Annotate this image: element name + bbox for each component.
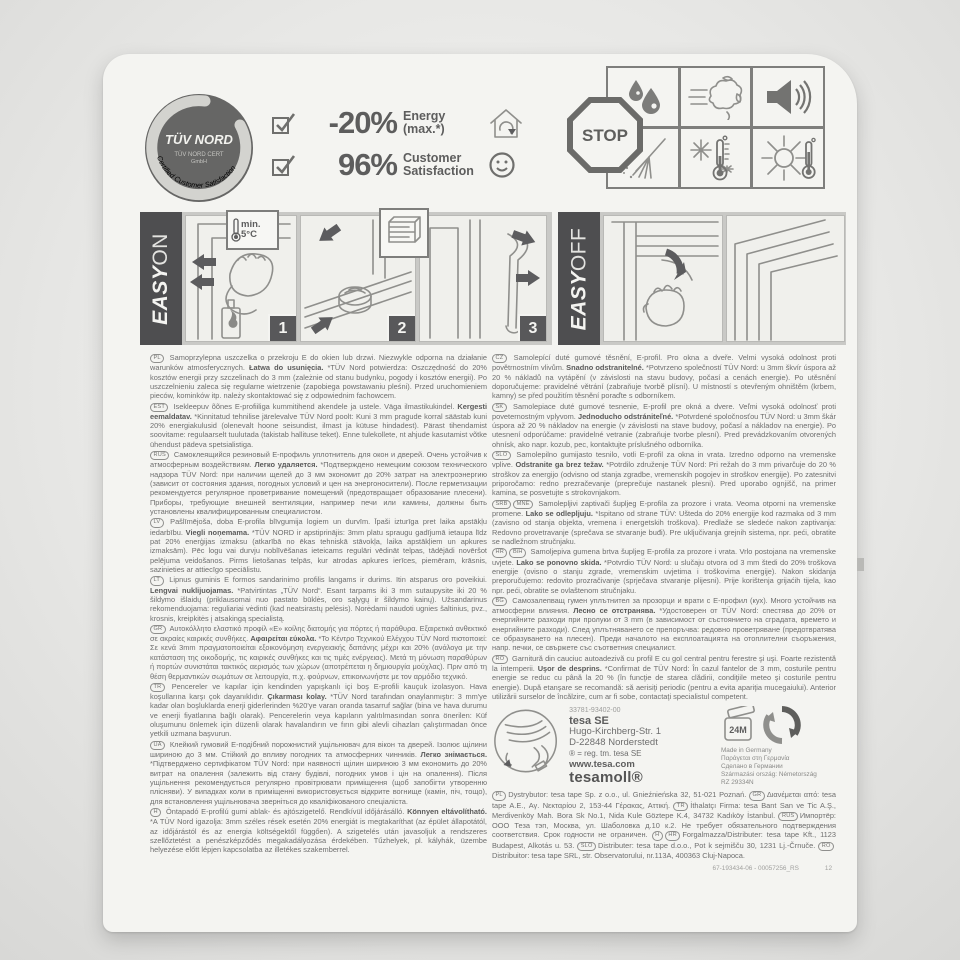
language-paragraph-H: H Öntapadó E-profilú gumi ablak- és ajtószigetelő. Rendkívül időjárásálló. Könnyen eltávolítható. *A TÜV Nord igazolja: 3mm széles rések esetén 20% energiát is megtakaríthat (az épület állapotától, az időjárástól és az energia költségektől függően). A szigetelés után javasoljuk a rendszeres szellőztetést a penészképződés megakadályozása érdekében. Tűzhelyek, pl. kályhák, üzembe helyezése előtt lépjen kapcsolatba az illetékes szakemberrel. bbox=[150, 807, 487, 855]
compliance-icons bbox=[721, 706, 836, 786]
language-paragraph-SLO: SLO Samolepilno gumijasto tesnilo, votli E-profil za okna in vrata. Izredno odporno na vremenske vplive. Odstranite ga brez težav. *Potrdilo združenje TÜV Nord: Pri režah do 3 mm privarčuje do 20 % stroškov za energijo (odvisno od stanja zgradbe, vremenskih pogojev in stroškov energije). Po zatesnitvi priporočamo: redno prezračevanje (preprečuje nastanek plesni). Pred uporabo ognjišč, na primer kamina, se posvetujte s strokovnjakom. bbox=[492, 450, 836, 498]
company-name: tesa SE bbox=[569, 714, 609, 727]
distributor-text-segment: Distribuitor: tesa tape SRL, str. Observatorului, nr.113A, 400363 Cluj-Napoca. bbox=[492, 850, 745, 860]
lang-code-LT: LT bbox=[150, 576, 164, 585]
article-number: 33781-93402-00 bbox=[569, 707, 621, 715]
e-profile-cross-section bbox=[379, 208, 429, 258]
made-in-line: Сделано в Германии bbox=[720, 762, 783, 770]
lang-code-GR: GR bbox=[749, 791, 765, 800]
language-paragraph-LV: LV Pašlīmējoša, doba E-profila blīvgumija logiem un durvīm. Īpaši izturīga pret laika apstākļu iedarbību. Viegli noņemama. *TÜV NORD ir apstiprinājis: 3mm platu spraugu gadījumā ietaupa līdz pat 20% enerģijas izmaksu (atkarībā no ēkas tehniskā stāvokļa, laika apstākļiem un apkures izmaksām). Pēc logu vai durvju noblīvēšanas ieteicams regulāri vēdināt telpas, tādējādi novēršot pelējuma veidošanos. Pirms lietošanas telpās, kur atrodas apkures ierīces, piemēram, krāsnis, sazinieties ar attiecīgo speciālistu. bbox=[150, 517, 487, 574]
lang-code-RUS: RUS bbox=[150, 451, 169, 460]
easy-off-state-text: OFF bbox=[567, 227, 590, 271]
tuv-cert-text: TÜV NORD CERT bbox=[174, 152, 224, 158]
made-in-line: RZ 29334N bbox=[720, 778, 754, 786]
address-city: D-22848 Norderstedt bbox=[569, 737, 658, 749]
min-temperature-badge bbox=[226, 210, 279, 250]
product-info-block bbox=[492, 706, 836, 786]
easy-on-instructions bbox=[140, 212, 552, 345]
satisfaction-label bbox=[403, 152, 487, 178]
lang-code-HR: HR bbox=[492, 548, 507, 557]
lang-code-PL: PL bbox=[492, 791, 506, 800]
lang-code-UA: UA bbox=[150, 741, 165, 750]
clean-frame-corner-illustration bbox=[727, 216, 844, 341]
removable-seal-icon bbox=[492, 706, 559, 776]
language-paragraph-TR: TR Pencereler ve kapılar için kendinden yapışkanlı içi boş E-profili kauçuk izolasyon. Hava koşullarına karşı çok dayanıklıdır. Çıkarması kolay. *TÜV Nord tarafından onaylanmıştır: 3 mm'ye kadar olan boşluklarda enerji giderlerinden %20'ye varan oranda tasarruf sağlar (bina ve hava durumu ve enerji fiyatlarına bağlı olarak). Pencerelerin veya kapıların yalıtılmasından sonra önerilen: Küf oluşumunu önlemek için düzenli olarak havalandırın ve fırın gibi alevli cihazları çalıştırmadan önce yetkili uzmana başvurun. bbox=[150, 681, 487, 739]
thermometer-icon bbox=[231, 217, 241, 243]
language-paragraph-SK: SK Samolepiace duté gumové tesnenie, E-profil pre okná a dvere. Veľmi vysoká odolnosť proti poveternostným vplyvom. Jednoducho odstrániteľné. *Potvrdené spoločnosťou TÜV Nord: u 3mm škár úspora až 20 % nákladov na energie (v závislosti na stave budovy, počasí a nákladov na energie). Po utesnení odporúčame: pravidelné vetranie (zabraňuje tvorbe plesní). Pred prevádzkovaním otvorených ohnísk, ako napr. kozub, pec, kontaktujte príslušného odborníka. bbox=[492, 401, 836, 449]
cold-thermometer-icon bbox=[679, 127, 753, 189]
noise-speaker-icon bbox=[751, 66, 825, 128]
temp-min-text: min. bbox=[241, 219, 261, 230]
smiley-icon bbox=[487, 150, 517, 180]
energy-label-line1: Energy bbox=[403, 109, 446, 123]
easy-off-instructions bbox=[558, 212, 846, 345]
energy-label-line2: (max.*) bbox=[403, 122, 445, 136]
certified-stats bbox=[271, 102, 525, 186]
lang-code-RUS: RUS bbox=[778, 812, 797, 821]
production-code-number: 12 bbox=[824, 865, 832, 873]
lang-code-PL: PL bbox=[150, 354, 164, 363]
lang-code-TR: TR bbox=[673, 802, 688, 811]
easy-on-step1-panel bbox=[185, 215, 297, 342]
house-energy-icon bbox=[487, 106, 525, 140]
shelf-life-text: 24M bbox=[729, 725, 747, 736]
lang-code-EST: EST bbox=[150, 403, 168, 412]
lang-code-SK: SK bbox=[492, 403, 507, 412]
language-paragraph-HR-BiH: HR BiH Samoljepiva gumena brtva šupljeg E-profila za prozore i vrata. Vrlo postojana na vremenske uvjete. Lako se ponovno skida. *Potvrdio TÜV Nord: u slučaju otvora od 3 mm štedi do 20% troškova energije (ovisno o stanju zgrade, vremenskim uvjetima i troškovima energije). Nakon skidanja preporučujemo: redovito prozračivanje (sprječava stvaranje plijesni). Prije korištenja grijaćih tijela, kao npr. peći, obratite se ovlaštenom stručnjaku. bbox=[492, 547, 836, 595]
easy-on-step3-panel bbox=[419, 215, 547, 342]
lang-code-HR: HR bbox=[665, 831, 680, 840]
language-paragraph-GR: GR Αυτοκόλλητο ελαστικό προφίλ «Ε» κοίλης διατομής για πόρτες ή παράθυρα. Εξαιρετικά ανθεκτικό σε ακραίες καιρικές συνθήκες. Αφαιρείται εύκολα. *Το Κέντρο Τεχνικού Ελέγχου TÜV Nord πιστοποιεί: Σε κενά 3mm πραγματοποιείται εξοικονόμηση ενεργειακής δαπάνης μέχρι και 20% (ανάλογα με την κατάσταση της οικοδομής, τις καιρικές συνθήκες και τις τιμές ενέργειας). Μετά τη μόνωση παραθύρων ή πορτών συνιστάται τακτικός αερισμός των χώρων (αποτρέπεται η δημιουργία μούχλας). Πριν από τη θέση θερμαντικών σωμάτων σε λειτουργία, π.χ. φούρνων, επικοινωνήστε με τον αρμόδιο τεχνικό. bbox=[150, 623, 487, 681]
step-number-2: 2 bbox=[387, 314, 415, 341]
energy-saving-value: -20% bbox=[328, 105, 397, 140]
language-paragraph-PL: PL Samoprzylepna uszczelka o przekroju E do okien lub drzwi. Niezwykle odporna na działanie warunków atmosferycznych. Łatwa do usunięcia. *TÜV Nord potwierdza: Oszczędność do 20% kosztów energii przy szczelinach do 3 mm (zależnie od stanu budynku, pogody i kosztów energii). Po uszczelnieniu zaleca się regularne wietrzenie (zapobiega powstawaniu pleśni). Przed uruchomieniem pieców, kominków itp. należy skontaktować się z odpowiednim fachowcem. bbox=[150, 353, 487, 401]
made-in-line: Származási ország: Németország bbox=[720, 770, 817, 778]
language-paragraph-SRB-MNE: SRB MNE Samolepljivi zaptivači šupljeg E-profila za prozore i vrata. Veoma otporni na vremenske promene. Lako se odlepljuju. *Ispitano od strane TÜV: Ušteda do 20% energije kod razmaka od 3 mm (zavisno od stanja objekta, vremena i energetskih troškova). Predlaže se sledeće nakon zaptivanja: Redovno provetravanje (sprečava se stvaranje buđi). Pre uključivanja grejnih sistema, npr. peći, obratite se nadležnom stručnjaku. bbox=[492, 498, 836, 546]
energy-saving-label bbox=[403, 110, 487, 136]
lang-code-TR: TR bbox=[150, 683, 165, 692]
certification-block bbox=[143, 92, 525, 204]
satisfaction-value: 96% bbox=[337, 147, 397, 182]
green-dot-recycling-icon bbox=[763, 706, 801, 744]
distributor-paragraph bbox=[492, 790, 836, 860]
step-number-1: 1 bbox=[268, 314, 296, 341]
shelf-life-24m-icon bbox=[721, 706, 755, 744]
lang-code-BiH: BiH bbox=[509, 548, 526, 557]
easy-off-clean-frame-panel bbox=[726, 215, 845, 342]
language-paragraph-RUS: RUS Самоклеящийся резиновый E-профиль уплотнитель для окон и дверей. Очень устойчив к атмосферным воздействиям. Легко удаляется. *Подтверждено немецким союзом технического надзора TÜV Nord: при наличии щелей до 3 мм экономит до 20% затрат на электроэнергию (зависит от состояния здания, погодных условий и цен на энергоносители). После герметизации рекомендуется регулярное проветривание помещений (предотвращает образование плесени). Приборы, требующие внешней вентиляции, например печи или камины, должны быть установлены квалифицированным специалистом. bbox=[150, 450, 487, 517]
lang-code-LV: LV bbox=[150, 518, 164, 527]
address-street: Hugo-Kirchberg-Str. 1 bbox=[569, 726, 661, 738]
easy-off-easy-text: EASY bbox=[567, 270, 590, 330]
draft-wind-icon bbox=[679, 66, 753, 128]
lang-code-BG: BG bbox=[492, 597, 507, 606]
language-paragraph-UA: UA Клейкий гумовий E-подібний порожнистий ущільнювач для вікон та дверей. Ізолює щілини шириною до 3 мм. Стійкий до впливу погодних та атмосферних чинників. Легко знімається. *Підтверджено сертифікатом TÜV Nord: при наявності щілин шириною 3 мм економить до 20% витрат на опалення (залежить від стану будівлі, погодних умов і цін на опалення). Після ущільнення рекомендується регулярно провітрювати приміщення (щоб запобігти утворенню плісняви). У випадках коли в приміщенні використовується відкрите вогнище (камін, піч, тощо), для встановлення ущільнювача зверніться до кваліфікованого спеціаліста. bbox=[150, 739, 488, 806]
step-number-3: 3 bbox=[518, 314, 546, 341]
distributor-text-segment: Διανέμεται από: tesa tape A.E., Αγ. Νεκταρίου 2, 153-44 Γέρακας, Αττική. bbox=[492, 790, 836, 810]
lang-code-H: H bbox=[150, 808, 161, 817]
lang-code-RO: RO bbox=[492, 655, 508, 664]
tuv-ring-text: Certified Customer Satisfaction bbox=[155, 154, 238, 190]
production-code: 67-193434-06 - 00057256_RS bbox=[712, 865, 799, 873]
checkbox-icon bbox=[271, 153, 297, 177]
made-in-line: Παράγεται στη Γερμανία bbox=[720, 755, 790, 763]
checkbox-icon bbox=[271, 111, 297, 135]
package-back-panel bbox=[103, 54, 857, 932]
language-column-left bbox=[150, 353, 487, 856]
distributor-text-segment: Forgalmazza/Distributer: tesa tape Kft., 1123 Budapest, Alkotás u. 53. bbox=[492, 830, 836, 850]
distributor-text-segment: Distributer: tesa tape d.o.o., Pot k sejmišču 30, 1231 Lj.-Črnuče. bbox=[598, 840, 819, 850]
made-in-lines bbox=[721, 747, 836, 786]
language-paragraph-RO: RO Garnitură din cauciuc autoadezivă cu profil E cu gol central pentru ferestre şi uşi. Foarte rezistentă la intemperii. Uşor de desprins. *Confirmat de TÜV Nord: În cazul fantelor de 3 mm, costurile pentru energie se reduc cu până la 20 % (în funcţie de starea clădirii, condiţiile meteo şi costurile pentru energie). După etanşare se recomandă: să aerisiţi periodic (pentru a evita apariţia mucegaiului). Anterior utilizării surselor de încălzire, cum ar fi sobe, contactaţi specialistul competent. bbox=[492, 653, 836, 702]
lang-code-MNE: MNE bbox=[513, 500, 533, 509]
trademark-note: ® = reg. tm. tesa SE bbox=[569, 749, 642, 759]
lang-code-CZ: CZ bbox=[492, 354, 507, 363]
customer-satisfaction-row bbox=[271, 144, 525, 186]
lang-code-SRB: SRB bbox=[492, 500, 511, 509]
stop-label: STOP bbox=[582, 126, 628, 145]
manufacturer-address bbox=[569, 706, 713, 786]
lang-code-SLO: SLO bbox=[577, 842, 596, 851]
language-column-right bbox=[492, 353, 836, 873]
tuv-brand-text: TÜV NORD bbox=[165, 132, 233, 147]
distributor-text-segment: Импортёр: ООО Теза тэп, Москва, ул. Шаболовка д.10 к.2. Не требует обязательного подтверждения соответствия. Срок годности не ограничен. bbox=[492, 810, 836, 840]
print-registration-mark bbox=[857, 558, 864, 571]
made-in-line: Made in Germany bbox=[720, 747, 772, 755]
heat-thermometer-icon bbox=[751, 127, 825, 189]
language-paragraph-BG: BG Самозалепващ гумен уплътнител за прозорци и врати с E-профил (кух). Много устойчив на атмосферни влияния. Лесно се отстранява. *Удостоверен от TÜV Nord: спестява до 20% от енергийните разходи при пролуки от 3 mm (в зависимост от състоянието на сградата, времето и енергийните разходи). След уплътняването се препоръчва: редовно проветряване (предотвратява се образуването на плесен). Преди началото на експлоатацията на отоплителни съоръжения, напр. печки, се свържете със съответния специалист. bbox=[492, 595, 836, 653]
production-code-line bbox=[492, 864, 836, 873]
easy-on-label bbox=[140, 212, 182, 345]
language-paragraph-EST: EST Isekleepuv õõnes E-profiiliga kummitihend akendele ja ustele. Väga ilmastikukindel. Kergesti eemaldatav. *Kinnitatud tehnilise järelevalve TÜV Nord poolt: Kuni 3 mm pragude korral säästab kuni 20% energiakulusid (olenevalt hoone seisundist, ilmast ja kütuse hindadest). Pärast tihendamist soovitame: regulaarselt tuulutada (takistab hallituse teket). Enne tulekollete, nt ahjude kasutamist võtke ühendust pädeva spetsialistiga. bbox=[150, 401, 487, 449]
lang-code-GR: GR bbox=[150, 625, 166, 634]
peel-seal-illustration bbox=[604, 216, 722, 341]
easy-off-peel-panel bbox=[603, 215, 723, 342]
website-url: www.tesa.com bbox=[569, 759, 635, 771]
temp-value-text: 5°C bbox=[241, 229, 257, 240]
easy-on-state-text: ON bbox=[149, 232, 172, 266]
tuv-gmbh-text: GmbH bbox=[191, 159, 207, 165]
lang-code-H: H bbox=[652, 831, 663, 840]
lang-code-RO: RO bbox=[818, 842, 834, 851]
easy-on-easy-text: EASY bbox=[149, 265, 172, 325]
distributor-text-segment: İthalatçı Firma: tesa Bant San ve Tic A.Ş., Merdivenköy Mah. Bora Sk No.1, Nida Kule Göztepe K.4, 34732 Kadıköy İstanbul. bbox=[492, 800, 836, 820]
satisfaction-label-line1: Customer bbox=[403, 151, 462, 165]
language-paragraph-CZ: CZ Samolepící duté gumové těsnění, E-profil. Pro okna a dveře. Velmi vysoká odolnost proti povětrnostním vlivům. Snadno odstranitelné. *Potvrzeno společností TÜV Nord: u 3mm škvír úspora až 20 % nákladů na vytápění (v závislosti na stavu budovy, počasí a cenách energie). Po utěsnění doporučujeme: pravidelné větrání (zabraňuje tvorbě plísní). U místností s otevřeným ohništěm (krbem, kamny) se před použitím těsnění poraďte s odborníkem. bbox=[492, 353, 837, 401]
distributor-text-segment: Dystrybutor: tesa tape Sp. z o.o., ul. Gnieźnieńska 32, 51-021 Poznań. bbox=[508, 790, 750, 800]
energy-saving-row bbox=[271, 102, 525, 144]
brand-logo-text: tesamoll® bbox=[569, 769, 643, 787]
lang-code-SLO: SLO bbox=[492, 451, 511, 460]
satisfaction-label-line2: Satisfaction bbox=[403, 164, 474, 178]
easy-off-label bbox=[558, 212, 600, 345]
tuv-nord-badge-icon bbox=[143, 92, 255, 204]
easy-on-step2-panel bbox=[300, 215, 416, 342]
language-paragraphs bbox=[492, 353, 836, 701]
stop-sign-icon bbox=[565, 95, 645, 175]
language-paragraph-LT: LT Lipnus guminis E formos sandarinimo profilis langams ir durims. Itin atsparus oro poveikiui. Lengvai nuklijuojamas. *Patvirtintas „TÜV Nord“. Esant tarpams iki 3 mm sutaupysite iki 20 % šildymo išlaidų (priklausomai nuo pastato būklės, oro sąlygų ir šildymo kainų). Užsandarinus rekomenduojama: reguliariai vėdinti (kad neatsirastų pelėsis). Norėdami naudoti ugnies šaltinius, pvz., krosnis, kreipkitės į atsakingą specialistą. bbox=[150, 575, 487, 623]
